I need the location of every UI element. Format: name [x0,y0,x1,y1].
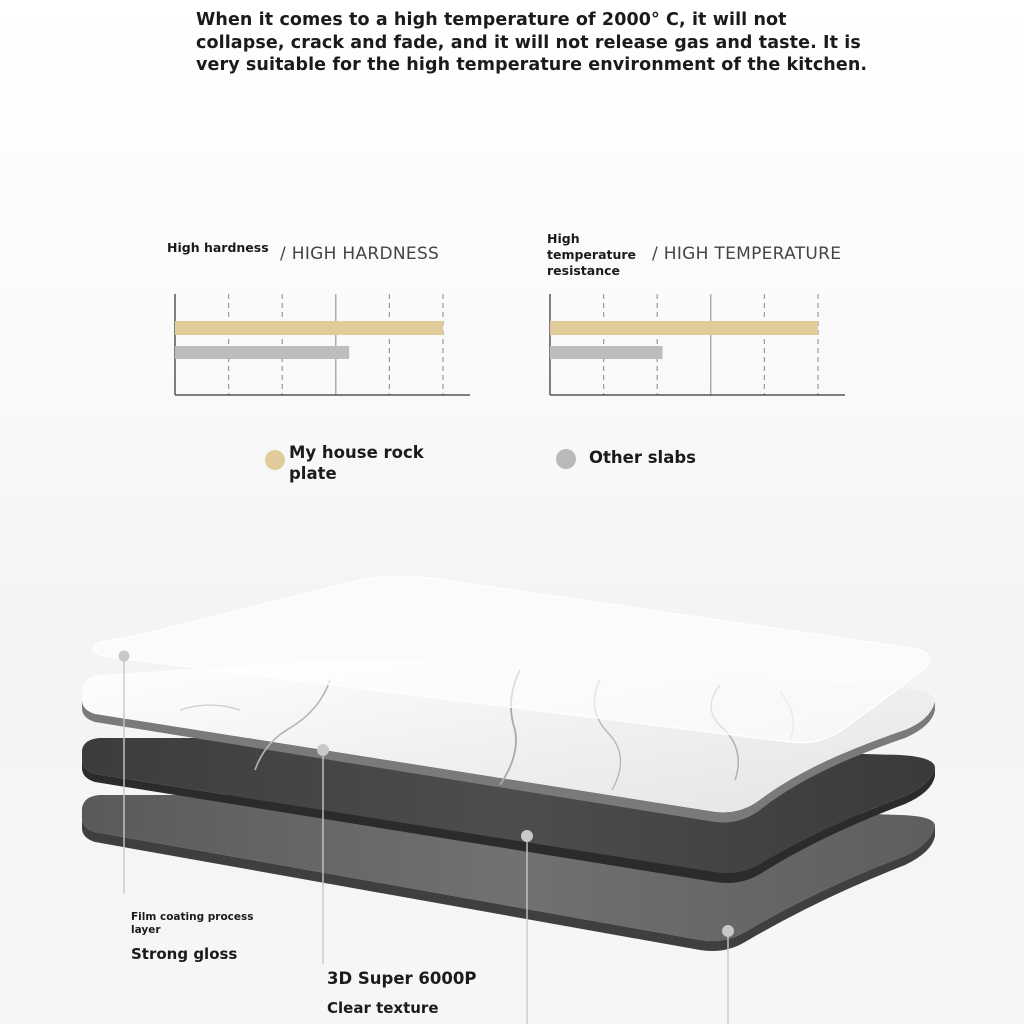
metric-label-hardness: High hardness [167,240,269,255]
chart-bar-other-slabs [550,346,663,359]
temperature-bar-chart [545,290,850,400]
texture-layer-caption: Clear texture [327,999,439,1017]
texture-layer-title: 3D Super 6000P [327,969,477,988]
chart-bar-rock-plate [175,321,443,335]
legend-label-rock-plate: My house rock plate [289,443,424,483]
legend-dot-rock-plate [265,450,285,470]
metric-label-temperature: High temperature resistance [547,231,637,278]
legend-dot-other-slabs [556,449,576,469]
legend-label-other-slabs: Other slabs [589,448,696,467]
metric-title-hardness: / HIGH HARDNESS [280,244,440,264]
hardness-bar-chart [170,290,475,400]
metric-title-temperature: / HIGH TEMPERATURE [652,244,842,264]
film-layer-title: Strong gloss [131,945,238,963]
chart-bar-rock-plate [550,321,818,335]
intro-text: When it comes to a high temperature of 2000° C, it will not collapse, crack and fade, and it will not release gas and taste. It is very suitable for the high temperature environment of the kitchen. [196,10,868,75]
film-layer-caption: Film coating process layer [131,911,254,936]
chart-bar-other-slabs [175,346,349,359]
